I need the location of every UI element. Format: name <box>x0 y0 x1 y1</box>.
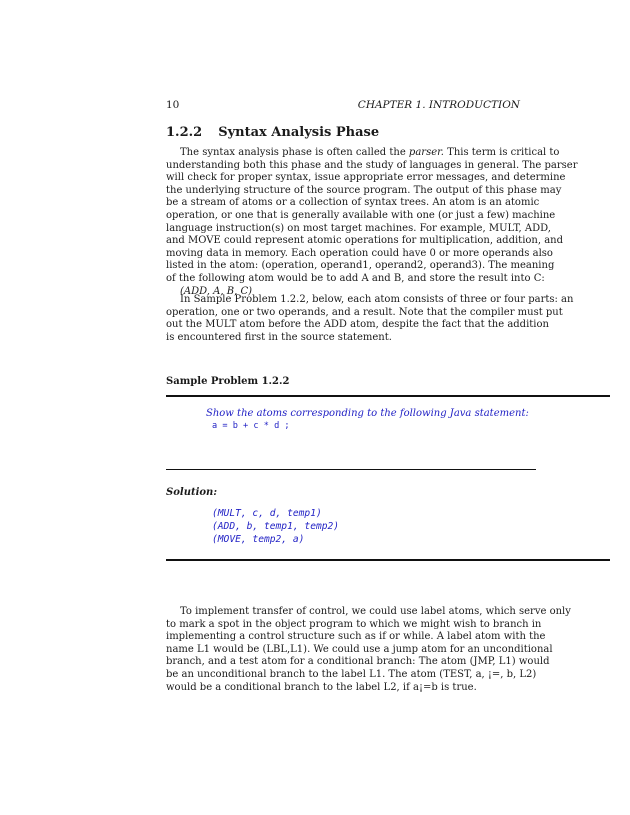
text-line: operation, or one that is generally available with one (or just a few) machine <box>166 209 556 221</box>
text-line: be a stream of atoms or a collection of syntax trees. An atom is an atomic <box>166 197 540 209</box>
term-parser: parser. <box>408 147 444 158</box>
text-line: is encountered first in the source statement. <box>166 331 392 343</box>
bottom-rule <box>166 559 610 561</box>
text-line: of the following atom would be to add A and B, and store the result into C: <box>166 272 545 284</box>
paragraph-syntax-analysis <box>166 147 578 298</box>
solution-atom: (ADD, b, temp1, temp2) <box>212 521 340 532</box>
problem-statement: Show the atoms corresponding to the following Java statement: <box>206 408 529 419</box>
text-line: language instruction(s) on most target machines. For example, MULT, ADD, <box>166 222 551 234</box>
running-head: CHAPTER 1. INTRODUCTION <box>357 99 520 111</box>
section-title: Syntax Analysis Phase <box>218 125 380 140</box>
java-statement: a = b + c * d ; <box>212 421 290 431</box>
text-line: out the MULT atom before the ADD atom, despite the fact that the addition <box>166 319 549 331</box>
sample-problem-title: Sample Problem 1.2.2 <box>166 376 290 387</box>
middle-rule <box>166 469 536 470</box>
atom-example: (ADD, A, B, C) <box>180 285 252 297</box>
text-fragment: This term is critical to <box>447 147 560 158</box>
text-line: In Sample Problem 1.2.2, below, each atom consists of three or four parts: an <box>180 294 574 305</box>
text-line: be an unconditional branch to the label L1. The atom (TEST, a, ¡=, b, L2) <box>166 668 537 680</box>
paragraph-sample-intro <box>166 294 574 344</box>
paragraph-control-transfer <box>166 606 571 694</box>
text-line: will check for proper syntax, issue appropriate error messages, and determine <box>166 172 566 184</box>
text-line: would be a conditional branch to the label L2, if a¡=b is true. <box>166 681 477 693</box>
text-line: To implement transfer of control, we could use label atoms, which serve only <box>180 606 571 617</box>
text-fragment: The syntax analysis phase is often called the <box>180 147 406 158</box>
top-rule <box>166 395 610 397</box>
text-line: moving data in memory. Each operation could have 0 or more operands also <box>166 247 553 259</box>
text-line: operation, one or two operands, and a result. Note that the compiler must put <box>166 306 563 318</box>
page-number: 10 <box>166 99 180 111</box>
text-line <box>166 147 560 160</box>
solution-label: Solution: <box>166 487 218 498</box>
text-line: and MOVE could represent atomic operations for multiplication, addition, and <box>166 235 564 247</box>
section-number: 1.2.2 <box>166 125 203 140</box>
text-line: name L1 would be (LBL,L1). We could use a jump atom for an unconditional <box>166 643 553 655</box>
solution-atom: (MULT, c, d, temp1) <box>212 508 322 519</box>
text-line: branch, and a test atom for a conditional branch: The atom (JMP, L1) would <box>166 656 550 668</box>
section-heading <box>166 125 379 140</box>
text-line: implementing a control structure such as if or while. A label atom with the <box>166 631 546 643</box>
text-line: understanding both this phase and the study of languages in general. The parser <box>166 159 578 171</box>
text-line: the underlying structure of the source program. The output of this phase may <box>166 184 562 196</box>
solution-atom: (MOVE, temp2, a) <box>212 534 305 545</box>
text-line: to mark a spot in the object program to which we might wish to branch in <box>166 618 542 630</box>
text-line: listed in the atom: (operation, operand1, operand2, operand3). The meaning <box>166 260 555 272</box>
